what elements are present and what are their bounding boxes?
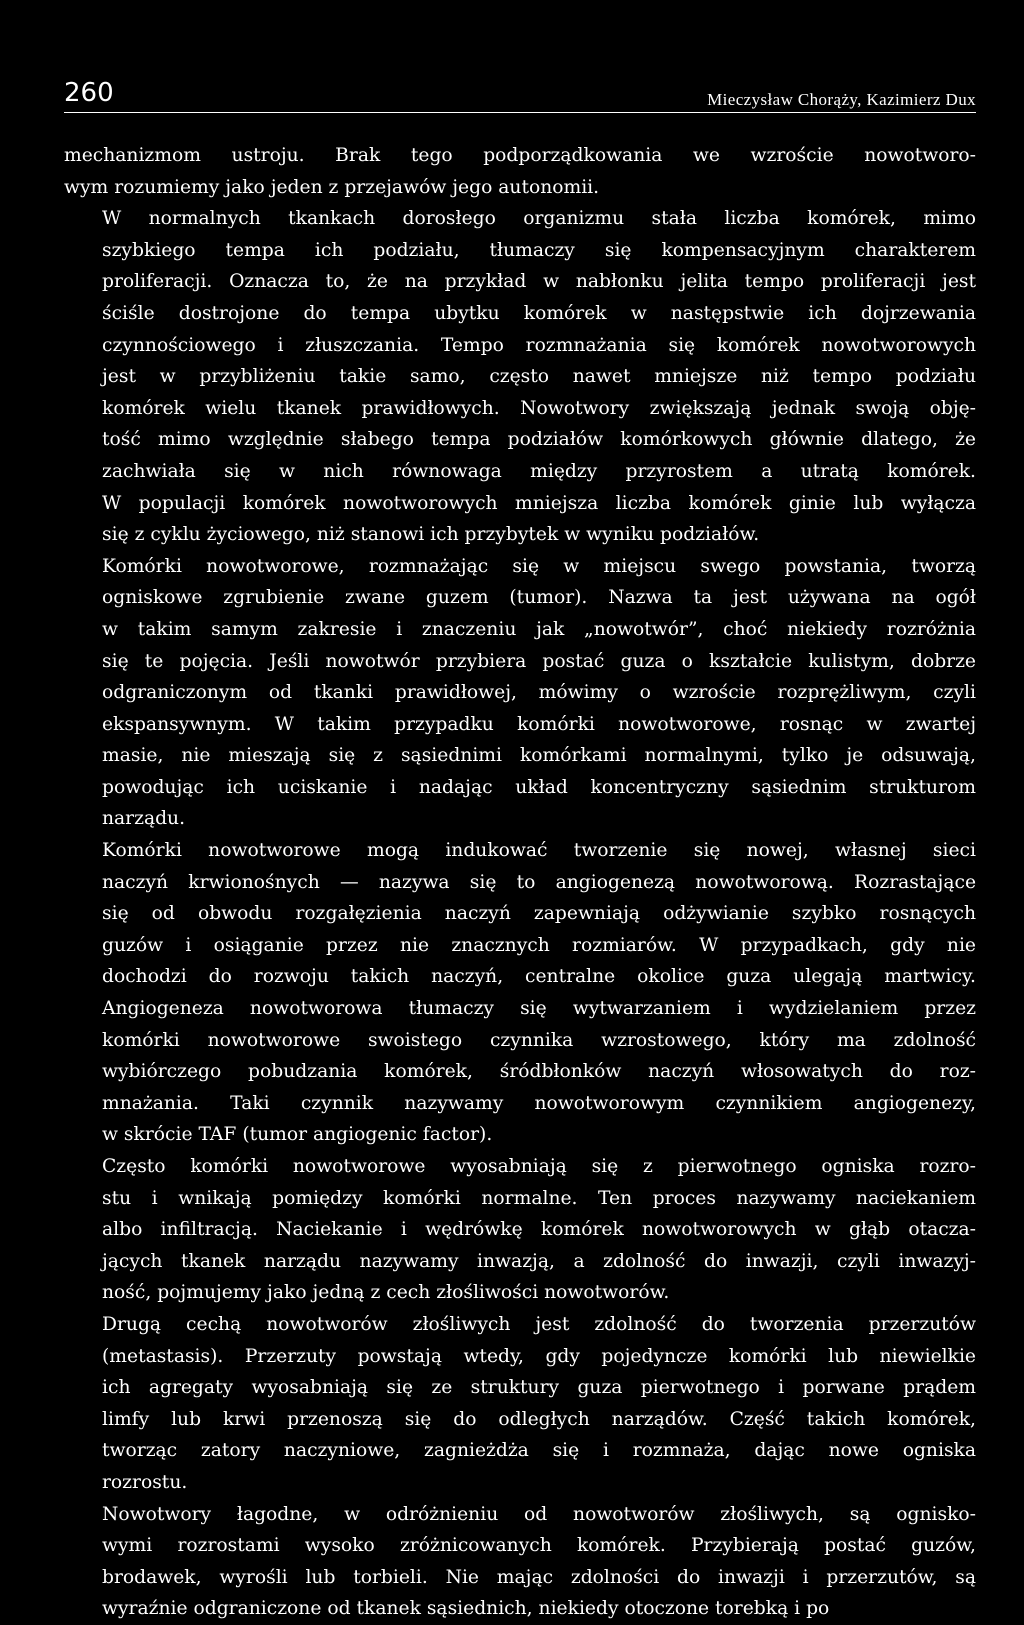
paragraph xyxy=(64,1499,976,1625)
body-text xyxy=(64,140,976,1625)
text-line: limfy lub krwi przenoszą się do odległych narządów. Część takich komórek, xyxy=(102,1408,976,1430)
text-line: ogniskowe zgrubienie zwane guzem (tumor). Nazwa ta jest używana na ogół xyxy=(102,587,976,609)
text-line: albo infiltracją. Naciekanie i wędrówkę komórek nowotworowych w głąb otacza- xyxy=(102,1219,976,1241)
text-line: naczyń krwionośnych — nazywa się to angiogenezą nowotworową. Rozrastające xyxy=(102,871,976,893)
text-line: Komórki nowotworowe, rozmnażając się w miejscu swego powstania, tworzą xyxy=(102,555,976,577)
text-line: jest w przybliżeniu takie samo, często nawet mniejsze niż tempo podziału xyxy=(102,366,976,388)
text-line: czynnościowego i złuszczania. Tempo rozmnażania się komórek nowotworowych xyxy=(102,334,976,356)
text-line: brodawek, wyrośli lub torbieli. Nie mając zdolności do inwazji i przerzutów, są xyxy=(102,1566,976,1588)
text-line: wym rozumiemy jako jeden z przejawów jego autonomii. xyxy=(64,176,600,198)
text-line: się te pojęcia. Jeśli nowotwór przybiera postać guza o kształcie kulistym, dobrze xyxy=(102,650,976,672)
text-line: masie, nie mieszają się z sąsiednimi komórkami normalnymi, tylko je odsuwają, xyxy=(102,745,976,767)
text-line: się z cyklu życiowego, niż stanowi ich przybytek w wyniku podziałów. xyxy=(102,524,760,546)
paragraph xyxy=(64,203,976,551)
text-line: ność, pojmujemy jako jedną z cech złośliwości nowotworów. xyxy=(102,1282,670,1304)
text-line: mechanizmom ustroju. Brak tego podporządkowania we wzroście nowotworo- xyxy=(64,145,976,166)
text-line: mnażania. Taki czynnik nazywamy nowotworowym czynnikiem angiogenezy, xyxy=(102,1092,976,1114)
text-line: Drugą cechą nowotworów złośliwych jest zdolność do tworzenia przerzutów xyxy=(102,1313,976,1335)
text-line: wyraźnie odgraniczone od tkanek sąsiednich, niekiedy otoczone torebką i po xyxy=(102,1598,830,1620)
text-line: w skrócie TAF (tumor angiogenic factor). xyxy=(102,1124,493,1146)
text-line: Angiogeneza nowotworowa tłumaczy się wytwarzaniem i wydzielaniem przez xyxy=(102,998,976,1020)
text-line: komórki nowotworowe swoistego czynnika wzrostowego, który ma zdolność xyxy=(102,1029,976,1051)
text-line: proliferacji. Oznacza to, że na przykład w nabłonku jelita tempo proliferacji jest xyxy=(102,271,976,293)
paragraph xyxy=(64,140,976,203)
paragraph xyxy=(64,1151,976,1309)
paragraph xyxy=(64,1309,976,1499)
text-line: Nowotwory łagodne, w odróżnieniu od nowotworów złośliwych, są ognisko- xyxy=(102,1503,976,1525)
text-line: odgraniczonym od tkanki prawidłowej, mówimy o wzroście rozprężliwym, czyli xyxy=(102,682,976,704)
text-line: szybkiego tempa ich podziału, tłumaczy się kompensacyjnym charakterem xyxy=(102,239,976,261)
text-line: tość mimo względnie słabego tempa podziałów komórkowych głównie dlatego, że xyxy=(102,429,976,451)
text-line: W normalnych tkankach dorosłego organizmu stała liczba komórek, mimo xyxy=(102,208,976,230)
running-head: Mieczysław Chorąży, Kazimierz Dux xyxy=(707,90,976,109)
text-line: wymi rozrostami wysoko zróżnicowanych komórek. Przybierają postać guzów, xyxy=(102,1535,976,1557)
text-line: wybiórczego pobudzania komórek, śródbłonków naczyń włosowatych do roz- xyxy=(102,1061,976,1083)
text-line: ich agregaty wyosabniają się ze struktury guza pierwotnego i porwane prądem xyxy=(102,1377,976,1399)
text-line: rozrostu. xyxy=(102,1471,188,1493)
text-line: powodując ich uciskanie i nadając układ koncentryczny sąsiednim strukturom xyxy=(102,776,976,798)
page-number: 260 xyxy=(64,78,114,108)
text-line: Komórki nowotworowe mogą indukować tworzenie się nowej, własnej sieci xyxy=(102,840,976,862)
text-line: jących tkanek narządu nazywamy inwazją, a zdolność do inwazji, czyli inwazyj- xyxy=(102,1250,976,1272)
text-line: komórek wielu tkanek prawidłowych. Nowotwory zwiększają jednak swoją obję- xyxy=(102,397,976,419)
text-line: ściśle dostrojone do tempa ubytku komórek w następstwie ich dojrzewania xyxy=(102,302,976,324)
text-line: w takim samym zakresie i znaczeniu jak „nowotwór”, choć niekiedy rozróżnia xyxy=(102,618,976,640)
page-header xyxy=(64,72,976,113)
text-line: Często komórki nowotworowe wyosabniają się z pierwotnego ogniska rozro- xyxy=(102,1156,976,1177)
text-line: guzów i osiąganie przez nie znacznych rozmiarów. W przypadkach, gdy nie xyxy=(102,934,976,956)
text-line: ekspansywnym. W takim przypadku komórki nowotworowe, rosnąc w zwartej xyxy=(102,713,976,735)
text-line: narządu. xyxy=(102,808,186,830)
text-line: dochodzi do rozwoju takich naczyń, centralne okolice guza ulegają martwicy. xyxy=(102,966,976,988)
text-line: W populacji komórek nowotworowych mniejsza liczba komórek ginie lub wyłącza xyxy=(102,492,976,514)
paragraph xyxy=(64,551,976,835)
paragraph xyxy=(64,835,976,1151)
text-line: się od obwodu rozgałęzienia naczyń zapewniają odżywianie szybko rosnących xyxy=(102,903,976,925)
text-line: zachwiała się w nich równowaga między przyrostem a utratą komórek. xyxy=(102,460,976,482)
text-line: tworząc zatory naczyniowe, zagnieżdża się i rozmnaża, dając nowe ogniska xyxy=(102,1440,976,1462)
text-line: (metastasis). Przerzuty powstają wtedy, gdy pojedyncze komórki lub niewielkie xyxy=(102,1345,976,1367)
text-line: stu i wnikają pomiędzy komórki normalne. Ten proces nazywamy naciekaniem xyxy=(102,1187,976,1209)
